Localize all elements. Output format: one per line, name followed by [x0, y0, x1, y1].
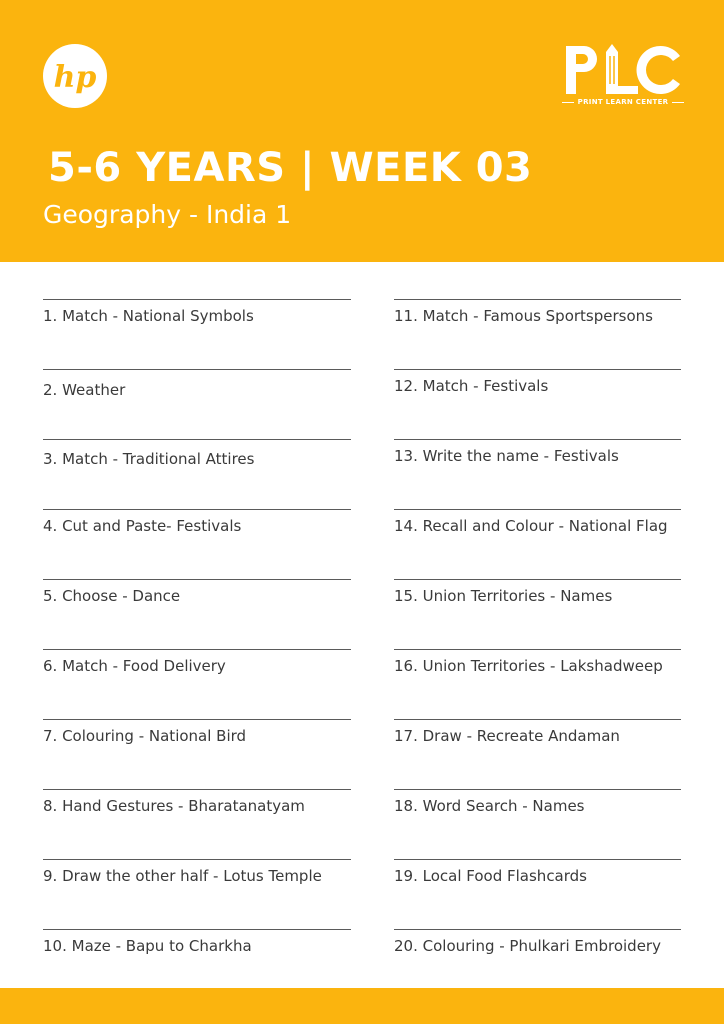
list-item-label: 9. Draw the other half - Lotus Temple: [43, 867, 322, 885]
list-item: [43, 369, 351, 439]
list-item-label: 11. Match - Famous Sportspersons: [394, 307, 653, 325]
list-item: [394, 579, 681, 649]
write-line: [394, 719, 681, 720]
list-item: [43, 859, 351, 929]
list-item-label: 14. Recall and Colour - National Flag: [394, 517, 668, 535]
list-item-label: 2. Weather: [43, 381, 126, 399]
write-line: [43, 439, 351, 440]
write-line: [43, 299, 351, 300]
list-item: [394, 439, 681, 509]
plc-pencil-logo-icon: [562, 42, 684, 98]
write-line: [394, 299, 681, 300]
hp-logo-icon: [43, 44, 107, 108]
list-item: [43, 579, 351, 649]
write-line: [43, 929, 351, 930]
list-item: [394, 859, 681, 929]
worksheet-list-right: [394, 299, 681, 999]
write-line: [394, 929, 681, 930]
page-title: 5-6 YEARS | WEEK 03: [48, 145, 533, 191]
write-line: [43, 509, 351, 510]
plc-tagline: [562, 96, 684, 108]
list-item: [394, 719, 681, 789]
list-item-label: 8. Hand Gestures - Bharatanatyam: [43, 797, 305, 815]
list-item-label: 19. Local Food Flashcards: [394, 867, 587, 885]
write-line: [394, 859, 681, 860]
write-line: [43, 649, 351, 650]
write-line: [43, 719, 351, 720]
list-item: [43, 509, 351, 579]
list-item: [43, 649, 351, 719]
write-line: [394, 649, 681, 650]
list-item-label: 1. Match - National Symbols: [43, 307, 254, 325]
page-subtitle: Geography - India 1: [43, 200, 292, 229]
list-item-label: 7. Colouring - National Bird: [43, 727, 247, 745]
list-item: [394, 509, 681, 579]
list-item-label: 4. Cut and Paste- Festivals: [43, 517, 242, 535]
write-line: [394, 509, 681, 510]
header-banner: [0, 0, 724, 262]
list-item: [43, 719, 351, 789]
list-item: [43, 299, 351, 369]
list-item: [43, 789, 351, 859]
list-item-label: 6. Match - Food Delivery: [43, 657, 226, 675]
list-item-label: 20. Colouring - Phulkari Embroidery: [394, 937, 661, 955]
write-line: [43, 369, 351, 370]
list-item-label: 10. Maze - Bapu to Charkha: [43, 937, 252, 955]
footer-bar: [0, 988, 724, 1024]
list-item-label: 5. Choose - Dance: [43, 587, 181, 605]
list-item: [394, 369, 681, 439]
divider: [672, 102, 684, 103]
write-line: [43, 789, 351, 790]
hp-logo-text: hp: [53, 60, 97, 95]
write-line: [43, 859, 351, 860]
list-item: [394, 299, 681, 369]
list-item: [394, 789, 681, 859]
list-item: [43, 439, 351, 509]
list-item-label: 12. Match - Festivals: [394, 377, 549, 395]
list-item-label: 18. Word Search - Names: [394, 797, 585, 815]
divider: [562, 102, 574, 103]
write-line: [394, 789, 681, 790]
list-item-label: 17. Draw - Recreate Andaman: [394, 727, 620, 745]
list-item-label: 3. Match - Traditional Attires: [43, 450, 255, 468]
list-item-label: 16. Union Territories - Lakshadweep: [394, 657, 663, 675]
write-line: [43, 579, 351, 580]
list-item: [394, 649, 681, 719]
plc-tagline-text: PRINT LEARN CENTER: [577, 98, 669, 106]
write-line: [394, 439, 681, 440]
write-line: [394, 579, 681, 580]
list-item-label: 15. Union Territories - Names: [394, 587, 613, 605]
list-item-label: 13. Write the name - Festivals: [394, 447, 619, 465]
worksheet-list-left: [43, 299, 351, 999]
write-line: [394, 369, 681, 370]
